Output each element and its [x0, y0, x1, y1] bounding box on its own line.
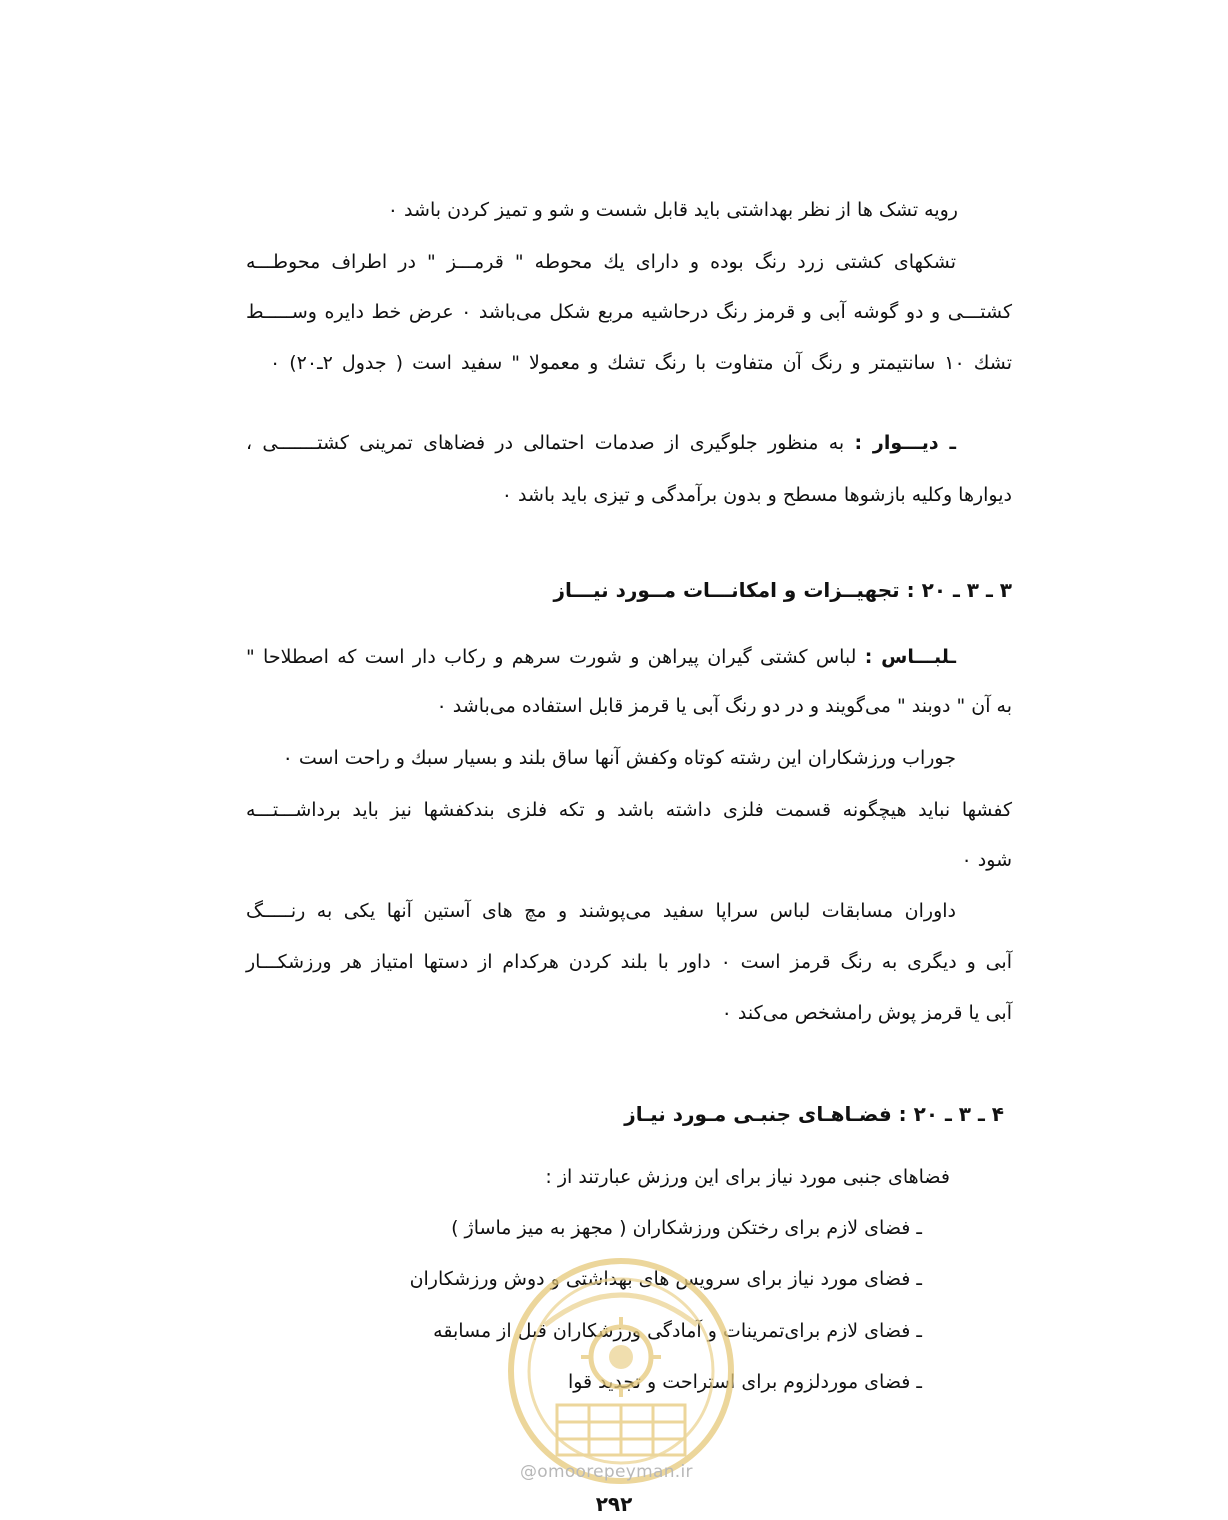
term-clothing: ـلبـــاس : — [864, 646, 956, 668]
list-item: ـ فضای موردلزوم برای استراحت و تجدید قوا — [567, 1371, 922, 1393]
paragraph-line: جوراب ورزشکاران این رشته کوتاه وکفش آنها ساق بلند و بسیار سبك و راحت است ۰ — [282, 747, 956, 769]
paragraph-line: تشکهای کشتی زرد رنگ بوده و دارای یك محوطه " قرمـــز " در اطراف محوطـــه — [246, 251, 956, 273]
paragraph-line: به آن " دوبند " می‌گویند و در دو رنگ آبی یا قرمز قابل استفاده می‌باشد ۰ — [436, 695, 1012, 717]
paragraph-line-clothing: ـلبـــاس : لباس کشتی گیران پیراهن و شورت سرهم و رکاب دار است که اصطلاحا " — [246, 646, 956, 668]
paragraph-line: کشتـــی و دو گوشه آبی و قرمز رنگ درحاشیه مربع شکل می‌باشد ۰ عرض خط دایره وســـــط — [246, 301, 1012, 323]
list-item: ـ فضای لازم برای‌تمرینات و آمادگی ورزشکاران قبل از مسابقه — [433, 1320, 922, 1342]
list-item: ـ فضای لازم برای رختکن ورزشکاران ( مجهز به میز ماساژ ) — [451, 1217, 922, 1239]
section-heading: ۳ ـ ۳ ـ ۲۰ : تجهیــزات و امکانـــات مــورد نیـــاز — [553, 578, 1012, 602]
paragraph-line: دیوارها وکلیه بازشوها مسطح و بدون برآمدگی و تیزی باید باشد ۰ — [501, 484, 1012, 506]
paragraph-line-wall: ـ دیـــوار : به منظور جلوگیری از صدمات احتمالی در فضاهای تمرینی کشتـــــــی ، — [246, 432, 956, 454]
paragraph-line: داوران مسابقات لباس سراپا سفید می‌پوشند و مچ های آستین آنها یکی به رنـــــگ — [246, 900, 956, 922]
paragraph-line: آبی و دیگری به رنگ قرمز است ۰ داور با بلند کردن هرکدام از دستها امتیاز هر ورزشکـــار — [246, 951, 1012, 973]
paragraph-line: تشك ۱۰ سانتیمتر و رنگ آن متفاوت با رنگ تشك و معمولا " سفید است ( جدول ۲ـ۲۰) ۰ — [270, 352, 1012, 374]
list-item: ـ فضای مورد نیاز برای سرویس های بهداشتی و دوش ورزشکاران — [409, 1268, 922, 1290]
paragraph-line: آبی یا قرمز پوش رامشخص می‌کند ۰ — [721, 1002, 1012, 1024]
seal-watermark-icon — [505, 1255, 737, 1487]
paragraph-line: رویه تشک ها از نظر بهداشتی باید قابل شست و شو و تمیز کردن باشد ۰ — [387, 199, 958, 221]
page-number: ۲۹۲ — [595, 1492, 633, 1516]
list-intro: فضاهای جنبی مورد نیاز برای این ورزش عبارتند از : — [545, 1166, 950, 1188]
paragraph-line: کفشها نباید هیچگونه قسمت فلزی داشته باشد و تکه فلزی بندکفشها نیز باید برداشـــتـــه — [246, 799, 1012, 821]
term-wall: ـ دیـــوار : — [854, 432, 956, 454]
paragraph-line: شود ۰ — [961, 849, 1012, 871]
section-heading: ۴ ـ ۳ ـ ۲۰ : فضـاهـای جنبـی مـورد نیـاز — [624, 1102, 1004, 1126]
watermark-text: @omoorepeyman.ir — [520, 1462, 693, 1482]
